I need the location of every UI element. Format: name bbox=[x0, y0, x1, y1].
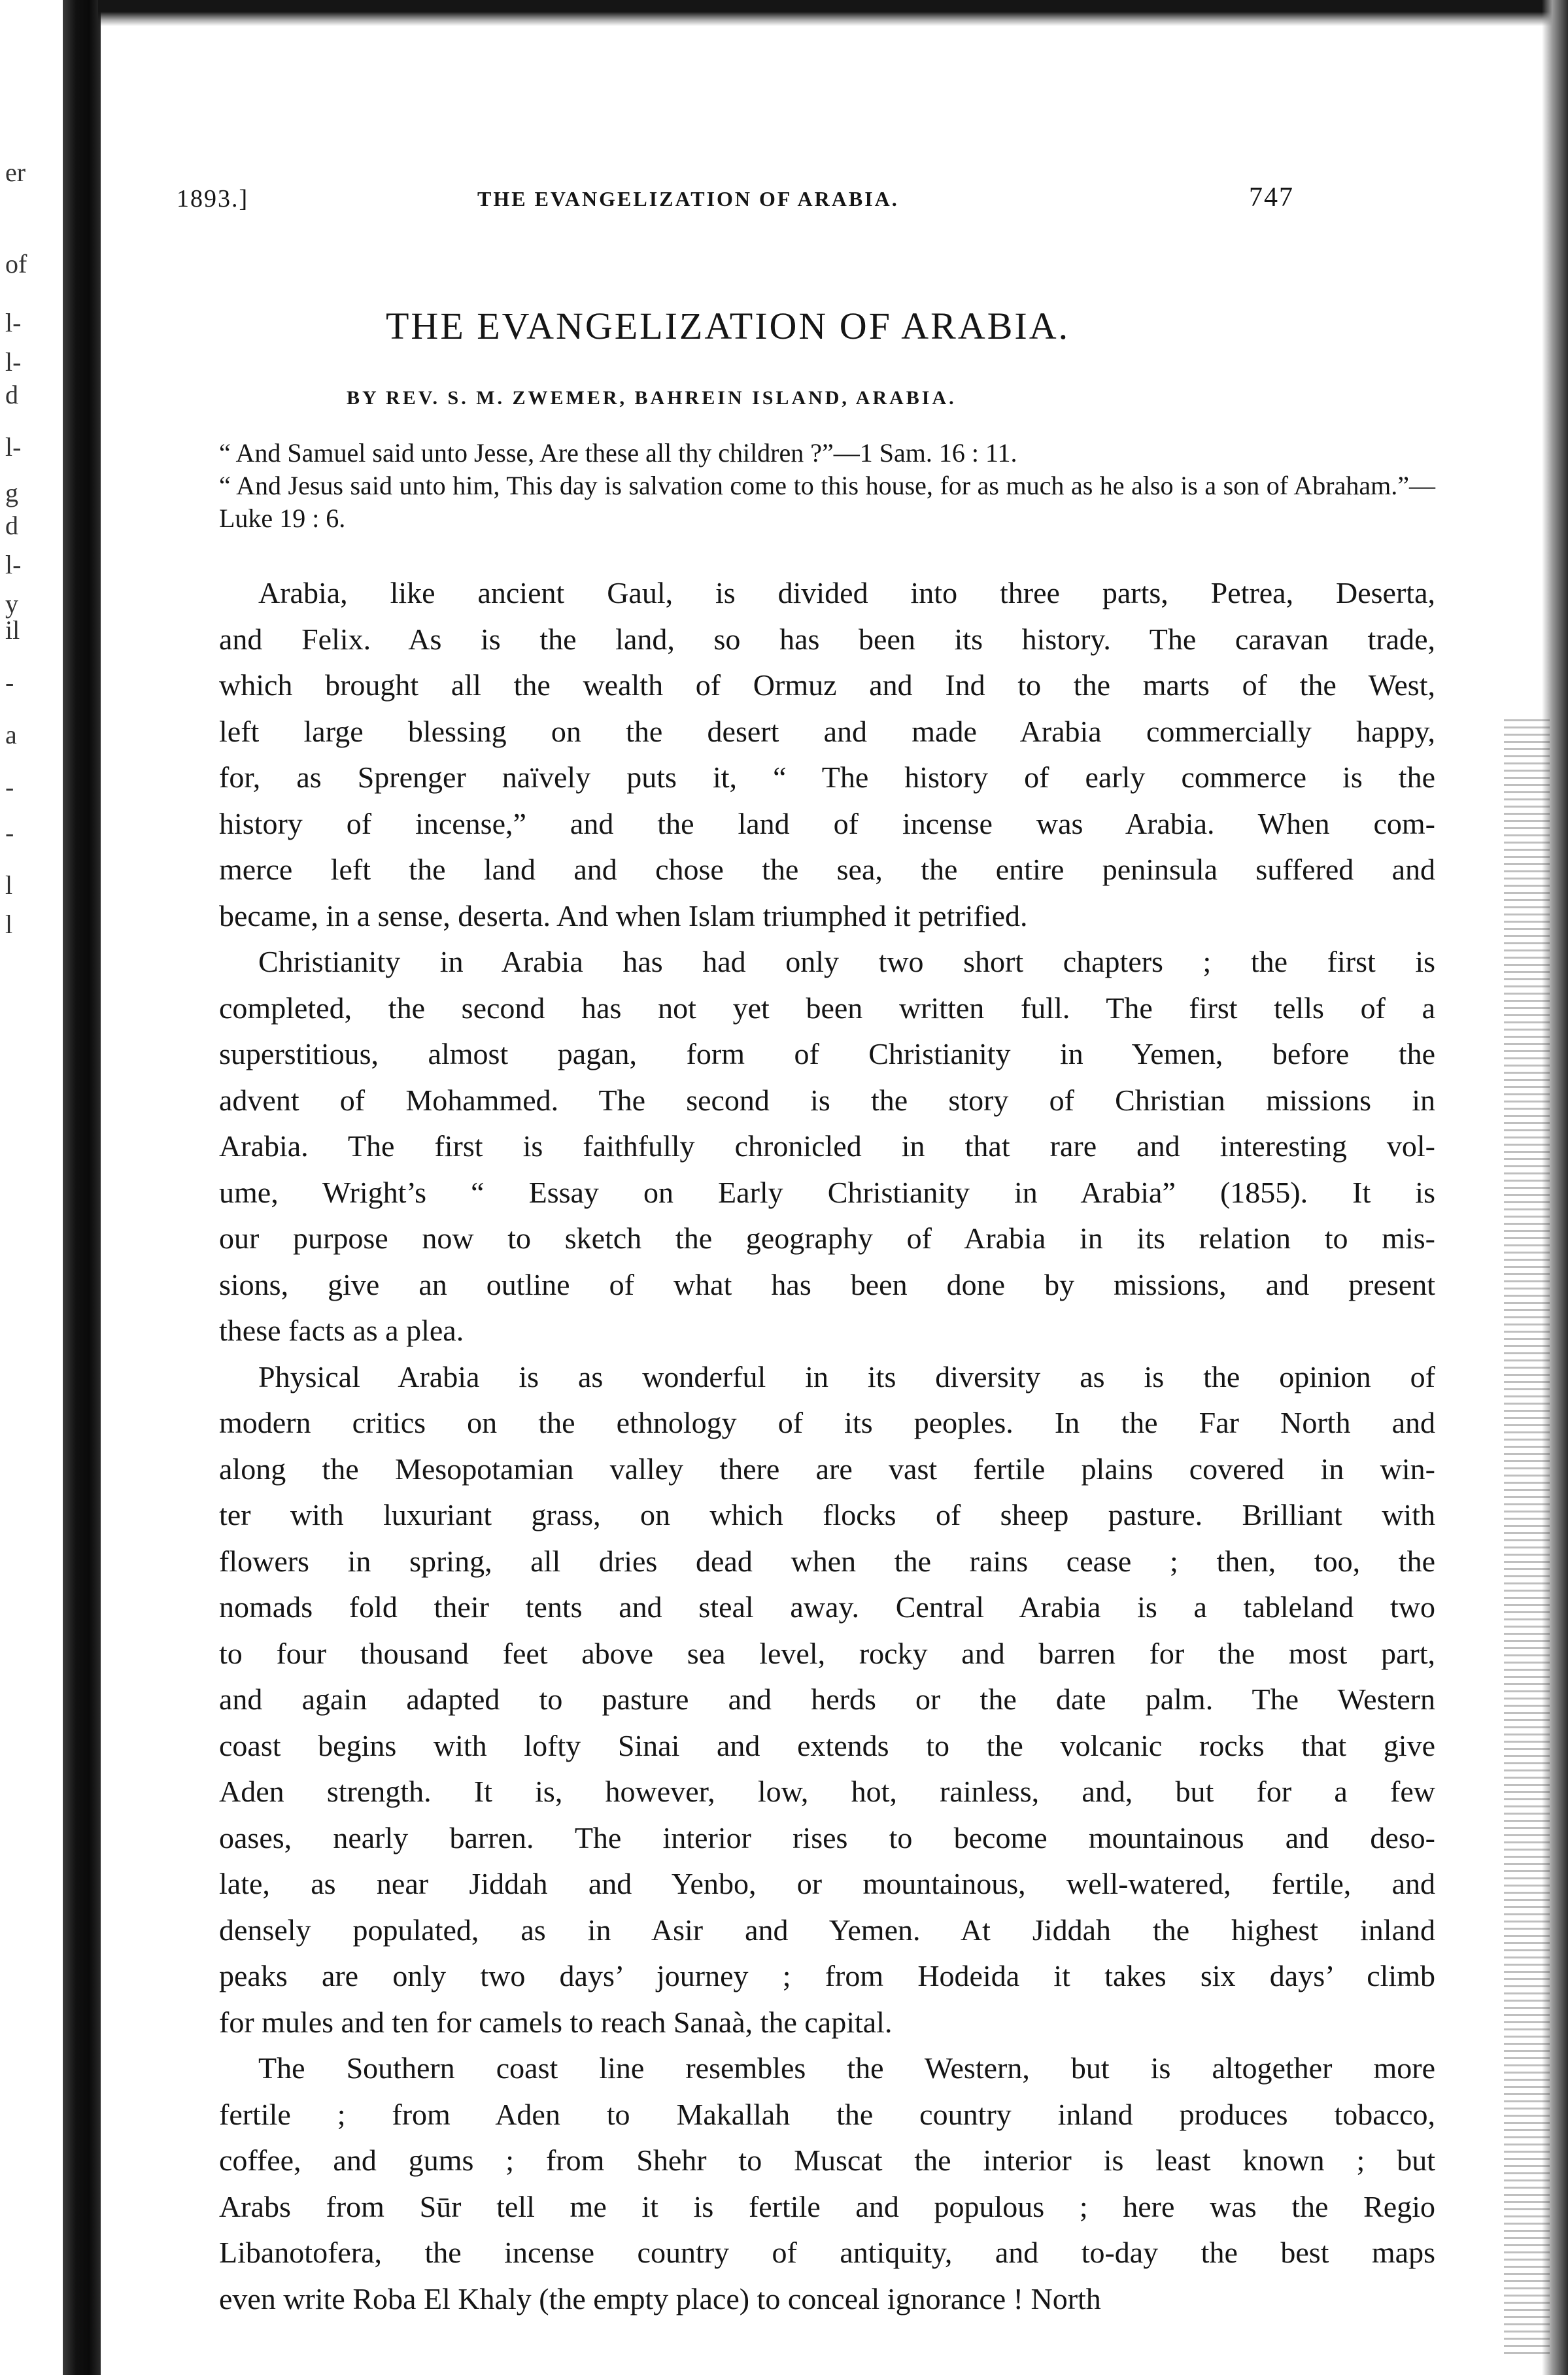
text-line: superstitious, almost pagan, form of Christianity in Yemen, before the bbox=[219, 1037, 1435, 1070]
text-line: Arabs from Sūr tell me it is fertile and populous ; here was the Regio bbox=[219, 2189, 1435, 2223]
text-line: and Felix. As is the land, so has been its history. The caravan trade, bbox=[219, 622, 1435, 656]
text-line: fertile ; from Aden to Makallah the country inland produces tobacco, bbox=[219, 2097, 1435, 2131]
epigraph-luke: “ And Jesus said unto him, This day is salvation come to this house, for as much as he also is a son of Abraham.”—Luke 19 : 6. bbox=[219, 471, 1435, 533]
text-line: peaks are only two days’ journey ; from Hodeida it takes six days’ climb bbox=[219, 1959, 1435, 1992]
margin-fragment: d bbox=[5, 380, 18, 409]
text-line: completed, the second has not yet been written full. The first tells of a bbox=[219, 991, 1435, 1025]
paragraph-1 bbox=[219, 570, 1435, 939]
article-byline: BY REV. S. M. ZWEMER, BAHREIN ISLAND, ARABIA. bbox=[347, 387, 957, 409]
text-line: even write Roba El Khaly (the empty place) to conceal ignorance ! North bbox=[219, 2281, 1101, 2315]
margin-fragment: - bbox=[5, 772, 14, 802]
text-line: Physical Arabia is as wonderful in its diversity as is the opinion of bbox=[258, 1359, 1435, 1393]
text-line: ume, Wright’s “ Essay on Early Christianity in Arabia” (1855). It is bbox=[219, 1175, 1435, 1209]
text-line: these facts as a plea. bbox=[219, 1314, 464, 1347]
margin-fragment: of bbox=[5, 249, 27, 279]
text-line: oases, nearly barren. The interior rises to become mountainous and deso- bbox=[219, 1820, 1435, 1854]
text-line: advent of Mohammed. The second is the story of Christian missions in bbox=[219, 1083, 1435, 1117]
text-line: merce left the land and chose the sea, the entire peninsula suffered and bbox=[219, 853, 1435, 886]
text-line: which brought all the wealth of Ormuz and Ind to the marts of the West, bbox=[219, 668, 1435, 702]
paragraph-4 bbox=[219, 2045, 1435, 2322]
paragraph-3 bbox=[219, 1354, 1435, 2046]
text-line: and again adapted to pasture and herds or the date palm. The Western bbox=[219, 1683, 1435, 1716]
epigraphs bbox=[219, 437, 1435, 535]
running-head-title: THE EVANGELIZATION OF ARABIA. bbox=[477, 187, 899, 211]
margin-fragment: g bbox=[5, 478, 18, 507]
margin-fragment: il bbox=[5, 615, 20, 645]
margin-fragment: l- bbox=[5, 550, 22, 579]
page-number: 747 bbox=[1249, 182, 1294, 213]
article-title: THE EVANGELIZATION OF ARABIA. bbox=[386, 305, 1070, 347]
text-line: left large blessing on the desert and made Arabia commercially happy, bbox=[219, 714, 1435, 748]
text-line: The Southern coast line resembles the Western, but is altogether more bbox=[258, 2051, 1435, 2085]
running-head bbox=[177, 182, 1294, 224]
margin-fragment: - bbox=[5, 818, 14, 847]
text-line: for mules and ten for camels to reach Sanaà, the capital. bbox=[219, 2005, 893, 2039]
margin-fragment: l bbox=[5, 870, 13, 900]
margin-fragment: er bbox=[5, 158, 26, 187]
text-line: for, as Sprenger naïvely puts it, “ The history of early commerce is the bbox=[219, 760, 1435, 794]
text-line: Arabia. The first is faithfully chronicled in that rare and interesting vol- bbox=[219, 1129, 1435, 1163]
text-line: coffee, and gums ; from Shehr to Muscat the interior is least known ; but bbox=[219, 2144, 1435, 2177]
scan-right-noise bbox=[1504, 719, 1550, 2354]
margin-fragment: y bbox=[5, 589, 18, 619]
text-line: sions, give an outline of what has been done by missions, and present bbox=[219, 1267, 1435, 1301]
page bbox=[163, 0, 1478, 2375]
running-head-year: 1893.] bbox=[177, 185, 249, 213]
margin-fragment: l bbox=[5, 910, 13, 939]
text-line: Arabia, like ancient Gaul, is divided into three parts, Petrea, Deserta, bbox=[258, 576, 1435, 609]
book-spine-shadow bbox=[63, 0, 101, 2375]
text-line: history of incense,” and the land of incense was Arabia. When com- bbox=[219, 806, 1435, 840]
text-line: ter with luxuriant grass, on which flocks of sheep pasture. Brilliant with bbox=[219, 1498, 1435, 1531]
paragraph-2 bbox=[219, 939, 1435, 1354]
margin-fragment: a bbox=[5, 720, 17, 749]
margin-fragment: l- bbox=[5, 347, 22, 377]
text-line: became, in a sense, deserta. And when Islam triumphed it petrified. bbox=[219, 898, 1028, 932]
text-line: densely populated, as in Asir and Yemen. At Jiddah the highest inland bbox=[219, 1913, 1435, 1947]
text-line: Christianity in Arabia has had only two short chapters ; the first is bbox=[258, 945, 1435, 978]
text-line: Aden strength. It is, however, low, hot, rainless, and, but for a few bbox=[219, 1775, 1435, 1808]
margin-fragment: d bbox=[5, 511, 18, 540]
article-body bbox=[219, 570, 1435, 2322]
text-line: Libanotofera, the incense country of antiquity, and to-day the best maps bbox=[219, 2236, 1435, 2269]
text-line: late, as near Jiddah and Yenbo, or mountainous, well-watered, fertile, and bbox=[219, 1867, 1435, 1900]
margin-fragment: - bbox=[5, 668, 14, 697]
text-line: flowers in spring, all dries dead when the rains cease ; then, too, the bbox=[219, 1544, 1435, 1578]
text-line: coast begins with lofty Sinai and extends to the volcanic rocks that give bbox=[219, 1728, 1435, 1762]
margin-fragment: l- bbox=[5, 432, 22, 462]
text-line: modern critics on the ethnology of its peoples. In the Far North and bbox=[219, 1406, 1435, 1439]
text-line: our purpose now to sketch the geography of Arabia in its relation to mis- bbox=[219, 1222, 1435, 1255]
text-line: along the Mesopotamian valley there are vast fertile plains covered in win- bbox=[219, 1452, 1435, 1486]
text-line: nomads fold their tents and steal away. Central Arabia is a tableland two bbox=[219, 1590, 1435, 1624]
text-line: to four thousand feet above sea level, rocky and barren for the most part, bbox=[219, 1636, 1435, 1670]
margin-fragment: l- bbox=[5, 308, 22, 337]
epigraph-samuel: “ And Samuel said unto Jesse, Are these all thy children ?”—1 Sam. 16 : 11. bbox=[219, 438, 1017, 468]
